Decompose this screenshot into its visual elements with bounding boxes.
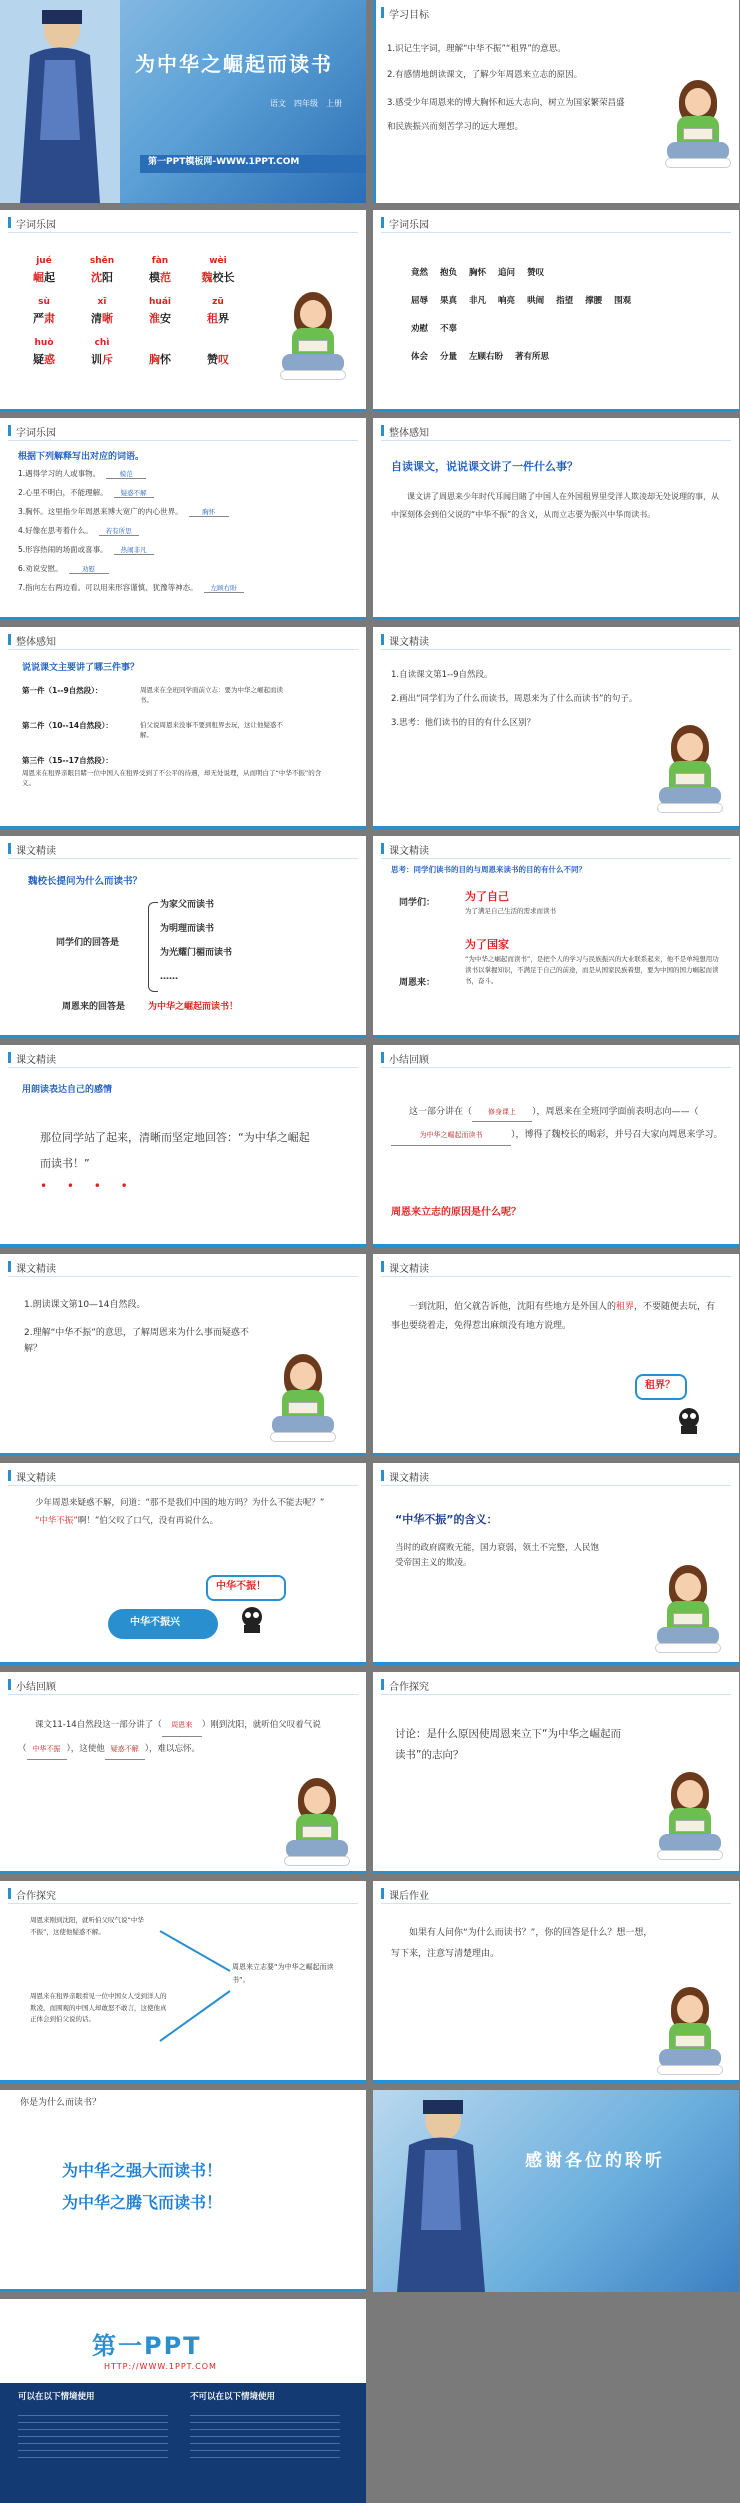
vocab-pinyin: chì bbox=[94, 338, 110, 348]
girl-reading-illustration bbox=[653, 1565, 723, 1657]
zhou-purpose: 为了国家 bbox=[465, 938, 509, 951]
vocab-cell bbox=[196, 297, 240, 326]
reading-task: 2.理解“中华不振”的意思，了解周恩来为什么事而疑惑不解？ bbox=[24, 1328, 249, 1354]
event-desc: 周恩来在全班同学面前立志：要为中华之崛起而读书。 bbox=[140, 686, 283, 705]
slide-cause-diagram bbox=[0, 1881, 366, 2083]
goal-line: 和民族振兴而刻苦学习的远大理想。 bbox=[387, 122, 524, 132]
vocab-pinyin: shěn bbox=[89, 256, 115, 266]
vocab-word: 分量 bbox=[440, 352, 458, 362]
student-answer: 为光耀门楣而读书 bbox=[160, 948, 233, 958]
vocab-cell bbox=[196, 338, 240, 367]
slide-close-reading-2 bbox=[0, 1254, 366, 1456]
girl-reading-illustration bbox=[282, 1778, 352, 1870]
vocab-word: 响亮 bbox=[498, 296, 516, 306]
disallowed-lines bbox=[190, 2409, 340, 2464]
student-answer: 为家父而读书 bbox=[160, 900, 215, 910]
vocab-pinyin: huò bbox=[34, 338, 54, 348]
reading-task: 3.思考：他们读书的目的有什么区别？ bbox=[391, 718, 536, 728]
slide-header: 课文精读 bbox=[8, 1051, 56, 1066]
vocab-word: 不辜 bbox=[440, 324, 458, 334]
vocab-word: 果真 bbox=[440, 296, 458, 306]
vocab-highlight: 胸 bbox=[149, 353, 160, 366]
vocab-word: 著有所思 bbox=[515, 352, 550, 362]
event-desc: 周恩来在租界亲眼目睹一位中国人在租界受到了不公平的待遇，却无处说理，从而明白了“中华不振”的含义。 bbox=[22, 768, 322, 787]
definition-item bbox=[18, 563, 358, 582]
definition-text: 4.好像在思考着什么。 bbox=[18, 526, 93, 535]
definitions-title: 根据下列解释写出对应的词语。 bbox=[18, 452, 145, 462]
vocab-word: 严肃 bbox=[33, 312, 55, 325]
vocab-row bbox=[22, 256, 242, 285]
zhou-label: 周恩来： bbox=[399, 978, 436, 988]
vocab-word: 撑腰 bbox=[585, 296, 603, 306]
slide-thanks bbox=[373, 2090, 739, 2292]
zhou-answer: 为中华之崛起而读书！ bbox=[148, 1002, 239, 1012]
slide-header: 课文精读 bbox=[381, 1260, 429, 1275]
slide-header: 小结回顾 bbox=[381, 1051, 429, 1066]
vocab-highlight: 叹 bbox=[218, 353, 229, 366]
vocab-cell bbox=[80, 256, 124, 285]
allowed-title: 可以在以下情境使用 bbox=[18, 2392, 95, 2402]
slide-header: 课文精读 bbox=[381, 1469, 429, 1484]
vocab-word: 训斥 bbox=[91, 353, 113, 366]
answers-brace bbox=[148, 902, 158, 992]
homework-text: 如果有人问你“为什么而读书？”，你的回答是什么？想一想，写下来，注意写清楚理由。 bbox=[391, 1928, 653, 1959]
definition-item bbox=[18, 582, 358, 601]
definition-item bbox=[18, 468, 358, 487]
speech-bubble-text: 中华不振！ bbox=[216, 1581, 266, 1592]
zhou-answer-label: 周恩来的回答是 bbox=[62, 1002, 126, 1012]
slide-why-study bbox=[0, 836, 366, 1038]
definition-answer: 胸怀 bbox=[189, 507, 229, 517]
vocab-word: 抱负 bbox=[440, 268, 458, 278]
girl-reading-illustration bbox=[655, 1772, 725, 1864]
vocab-word: 租界 bbox=[207, 312, 229, 325]
vocab-cell bbox=[22, 297, 66, 326]
slide-summary-1 bbox=[373, 1045, 739, 1247]
vocab-word: 哄闹 bbox=[527, 296, 545, 306]
definition-text: 2.心里不明白，不能理解。 bbox=[18, 488, 108, 497]
slide-learning-goals bbox=[373, 0, 739, 203]
zhou-purpose-desc: “为中华之崛起而读书”，是把个人的学习与民族振兴的大业联系起来，他不是单纯想用功读书以掌握知识，不满足于自己的前途，而是从国家民族着想，要为中国的国力崛起而读书，奋斗。 bbox=[465, 955, 719, 986]
slide-header: 字词乐园 bbox=[8, 216, 56, 231]
slide-concession bbox=[373, 1254, 739, 1456]
vocab-word: 沈阳 bbox=[91, 271, 113, 284]
vocab-highlight: 魏 bbox=[201, 271, 213, 284]
slide-header: 整体感知 bbox=[381, 424, 429, 439]
slide-header: 学习目标 bbox=[381, 6, 429, 21]
read-aloud-instruction: 用朗读表达自己的感情 bbox=[22, 1085, 113, 1095]
fill-blank: 周恩来 bbox=[162, 1716, 202, 1737]
scholar-illustration bbox=[0, 0, 120, 203]
slide-header: 课文精读 bbox=[8, 842, 56, 857]
reading-task: 2.画出“同学们为了什么而读书，周恩来为了什么而读书”的句子。 bbox=[391, 694, 638, 704]
word-grid bbox=[411, 266, 711, 378]
definition-answer: 模范 bbox=[106, 469, 146, 479]
cause-result: 周恩来立志要“为中华之崛起而读书”。 bbox=[232, 1963, 334, 1984]
student-answer: 为明理而读书 bbox=[160, 924, 215, 934]
why-study-question: 魏校长提问为什么而读书？ bbox=[28, 876, 143, 887]
definition-answer: 劝慰 bbox=[69, 564, 109, 574]
event-item bbox=[22, 755, 352, 789]
vocab-cell bbox=[196, 256, 240, 285]
slide-vocab-words bbox=[373, 210, 739, 412]
vocab-grid bbox=[22, 256, 242, 379]
goal-line: 2.有感情地朗读课文，了解少年周恩来立志的原因。 bbox=[387, 70, 583, 80]
confused-paragraph: 少年周恩来疑惑不解，问道：“那不是我们中国的地方吗？为什么不能去呢？” “中华不振”啊！”伯父叹了口气，没有再说什么。 bbox=[18, 1495, 348, 1531]
meaning-text: 当时的政府腐败无能，国力衰弱，领土不完整，人民饱受帝国主义的欺凌。 bbox=[395, 1543, 600, 1568]
thanks-text: 感谢各位的聆听 bbox=[525, 2151, 665, 2171]
vocab-highlight: 淮 bbox=[149, 312, 160, 325]
slide-header: 合作探究 bbox=[8, 1887, 56, 1902]
three-events-list bbox=[22, 685, 352, 802]
students-answer-label: 同学们的回答是 bbox=[56, 938, 120, 948]
reading-task: 1.朗读课文第10—14自然段。 bbox=[24, 1300, 146, 1310]
highlight-word: 租界 bbox=[616, 1302, 635, 1312]
cause-a: 周恩来刚到沈阳，就听伯父叹气说“中华不振”，这使他疑惑不解。 bbox=[30, 1916, 144, 1936]
girl-reading-illustration bbox=[663, 80, 733, 172]
vocab-cell bbox=[80, 338, 124, 367]
vocab-cell bbox=[22, 256, 66, 285]
vocab-word: 赞叹 bbox=[207, 353, 229, 366]
vocab-cell bbox=[138, 338, 182, 367]
slide-cover bbox=[0, 0, 366, 203]
vocab-pinyin: sù bbox=[38, 297, 50, 307]
vocab-word: 清晰 bbox=[91, 312, 113, 325]
slide-discussion bbox=[373, 1672, 739, 1874]
vocab-pinyin: zū bbox=[212, 297, 224, 307]
definition-text: 5.形容热闹的场面或喜事。 bbox=[18, 545, 108, 554]
vocab-cell bbox=[22, 338, 66, 367]
vocab-word: 淮安 bbox=[149, 312, 171, 325]
vocab-word: 模范 bbox=[149, 271, 171, 284]
vocab-word: 胸怀 bbox=[149, 353, 171, 366]
definition-text: 1.遇得学习的人或事物。 bbox=[18, 469, 101, 478]
overview-question: 自读课文，说说课文讲了一件什么事？ bbox=[391, 460, 578, 473]
vocab-word: 疑惑 bbox=[33, 353, 55, 366]
highlight-phrase: “中华不振” bbox=[35, 1515, 78, 1526]
summary-paragraph: 这一部分讲在（ 修身课上 ），周恩来在全班同学面前表明志向——（为中华之崛起而读书 ），博得了魏校长的喝彩，并号召大家向周恩来学习。 bbox=[391, 1101, 727, 1148]
slide-header: 课文精读 bbox=[8, 1469, 56, 1484]
event-label: 第一件（1--9自然段）： bbox=[22, 686, 103, 695]
three-events-question: 说说课文主要讲了哪三件事？ bbox=[22, 663, 140, 673]
slide-vocab-pinyin bbox=[0, 210, 366, 412]
girl-reading-illustration bbox=[268, 1354, 338, 1446]
event-item bbox=[22, 720, 352, 741]
students-purpose-desc: 为了满足自己生活的需求而读书 bbox=[465, 907, 556, 915]
goal-line: 1.识记生字词，理解“中华不振”“租界”的意思。 bbox=[387, 44, 566, 54]
vocab-pinyin: huái bbox=[149, 297, 171, 307]
concession-paragraph: 一到沈阳，伯父就告诉他，沈阳有些地方是外国人的租界，不要随便去玩，有事也要绕着走，免得惹出麻烦没有地方说理。 bbox=[391, 1302, 716, 1331]
event-desc: 伯父说周恩来没事不要到租界去玩，这让他疑惑不解。 bbox=[140, 720, 283, 740]
vocab-pinyin: xī bbox=[97, 297, 107, 307]
vocab-highlight: 肃 bbox=[44, 312, 55, 325]
vocab-word: 魏校长 bbox=[201, 271, 235, 284]
emphasis-dots: • • • • bbox=[40, 1179, 136, 1193]
definition-answer: 疑惑不解 bbox=[114, 488, 154, 498]
students-purpose: 为了自己 bbox=[465, 890, 509, 903]
compare-question: 思考：同学们读书的目的与周恩来读书的目的有什么不同？ bbox=[391, 865, 586, 874]
vocab-word: 劝慰 bbox=[411, 324, 429, 334]
girl-reading-illustration bbox=[655, 725, 725, 817]
slide-header: 字词乐园 bbox=[381, 216, 429, 231]
girl-reading-illustration bbox=[655, 1987, 725, 2079]
vocab-row bbox=[22, 338, 242, 367]
vocab-pinyin: wèi bbox=[209, 256, 227, 266]
word-row bbox=[411, 266, 711, 278]
vocab-highlight: 崛 bbox=[33, 271, 44, 284]
definition-answer: 热闹非凡 bbox=[114, 545, 154, 555]
vocab-word: 竟然 bbox=[411, 268, 429, 278]
slide-overview-event bbox=[373, 418, 739, 620]
empty-gray-area bbox=[373, 2299, 740, 2503]
slide-header: 字词乐园 bbox=[8, 424, 56, 439]
vocab-word: 围观 bbox=[614, 296, 632, 306]
cartoon-dog-icon bbox=[236, 1603, 268, 1635]
students-label: 同学们： bbox=[399, 898, 436, 908]
slide-word-definitions bbox=[0, 418, 366, 620]
fill-blank: 为中华之崛起而读书 bbox=[391, 1126, 511, 1145]
allowed-lines bbox=[18, 2409, 168, 2464]
fill-blank: 疑惑不解 bbox=[105, 1740, 145, 1761]
slide-header: 合作探究 bbox=[381, 1678, 429, 1693]
slide-compare-purposes bbox=[373, 836, 739, 1038]
slide-header: 课文精读 bbox=[8, 1260, 56, 1275]
vocab-highlight: 范 bbox=[160, 271, 171, 284]
slide-header: 小结回顾 bbox=[8, 1678, 56, 1693]
student-answer: …… bbox=[160, 972, 178, 982]
slogan-line: 为中华之强大而读书！ bbox=[62, 2161, 223, 2180]
brand-url: HTTP://WWW.1PPT.COM bbox=[104, 2362, 217, 2371]
vocab-word: 左顾右盼 bbox=[469, 352, 504, 362]
definition-answer: 左顾右盼 bbox=[204, 583, 244, 593]
vocab-cell bbox=[138, 256, 182, 285]
scholar-illustration bbox=[373, 2090, 503, 2292]
vocab-cell bbox=[138, 297, 182, 326]
vocab-highlight: 晰 bbox=[102, 312, 113, 325]
event-item bbox=[22, 685, 352, 706]
vocab-pinyin bbox=[138, 338, 182, 351]
girl-reading-illustration bbox=[278, 292, 348, 384]
slide-close-reading-1 bbox=[373, 627, 739, 829]
vocab-pinyin bbox=[196, 338, 240, 351]
slide-confused bbox=[0, 1463, 366, 1665]
summary-question: 周恩来立志的原因是什么呢？ bbox=[391, 1207, 521, 1218]
definition-text: 7.指向左右两边看。可以用来形容谨慎、犹豫等神态。 bbox=[18, 583, 198, 592]
brand-logo: 第一PPT bbox=[92, 2332, 202, 2360]
overview-answer: 课文讲了周恩来少年时代耳闻目睹了中国人在外国租界里受洋人欺凌却无处说理的事，从中深刻体会到伯父说的“中华不振”的含义，从而立志要为振兴中华而读书。 bbox=[391, 492, 719, 519]
discussion-text: 讨论：是什么原因使周恩来立下“为中华之崛起而读书”的志向？ bbox=[395, 1728, 621, 1761]
cover-brand: 第一PPT模板网-WWW.1PPT.COM bbox=[148, 157, 300, 167]
cartoon-dog-icon bbox=[673, 1404, 705, 1436]
vocab-word: 崛起 bbox=[33, 271, 55, 284]
word-row bbox=[411, 322, 711, 334]
vocab-word: 体会 bbox=[411, 352, 429, 362]
word-row bbox=[411, 294, 711, 306]
vocab-cell bbox=[80, 297, 124, 326]
vocab-highlight: 惑 bbox=[44, 353, 55, 366]
slide-meaning bbox=[373, 1463, 739, 1665]
word-row bbox=[411, 350, 711, 362]
speech-bubble-text: 租界？ bbox=[645, 1380, 675, 1391]
vocab-word: 指望 bbox=[556, 296, 574, 306]
vocab-word: 屈辱 bbox=[411, 296, 429, 306]
slide-template-info bbox=[0, 2299, 366, 2503]
vocab-word: 胸怀 bbox=[469, 268, 487, 278]
slide-header: 整体感知 bbox=[8, 633, 56, 648]
cover-meta: 语文 四年级 上册 bbox=[270, 99, 342, 108]
slide-header: 课后作业 bbox=[381, 1887, 429, 1902]
read-aloud-text: 那位同学站了起来，清晰而坚定地回答：“为中华之崛起而读书！” bbox=[40, 1131, 310, 1171]
slide-homework bbox=[373, 1881, 739, 2083]
slide-summary-2 bbox=[0, 1672, 366, 1874]
vocab-highlight: 租 bbox=[207, 312, 218, 325]
vocab-word: 赞叹 bbox=[527, 268, 545, 278]
slide-header: 课文精读 bbox=[381, 633, 429, 648]
vocab-highlight: 斥 bbox=[102, 353, 113, 366]
slide-why-you-study bbox=[0, 2090, 366, 2292]
definition-item bbox=[18, 506, 358, 525]
definition-text: 3.胸怀。这里指少年周恩来博大宽广的内心世界。 bbox=[18, 507, 183, 516]
event-label: 第二件（10--14自然段）： bbox=[22, 720, 113, 730]
slide-header: 课文精读 bbox=[381, 842, 429, 857]
cloud-text: 中华不振兴 bbox=[130, 1617, 180, 1628]
summary-paragraph: 课文11-14自然段这一部分讲了（ 周恩来 ）刚到沈阳，就听伯父叹着气说（ 中华不振 ），这使他 疑惑不解 ），难以忘怀。 bbox=[18, 1714, 328, 1762]
slogan-line: 为中华之腾飞而读书！ bbox=[62, 2193, 223, 2212]
vocab-word: 非凡 bbox=[469, 296, 487, 306]
slide-three-events bbox=[0, 627, 366, 829]
disallowed-title: 不可以在以下情境使用 bbox=[190, 2392, 276, 2402]
cause-b: 周恩来在租界亲眼看见一位中国女人受到洋人的欺凌，而围观的中国人却敢怒不敢言，这使他真正体会到伯父说的话。 bbox=[30, 1992, 167, 2024]
event-label: 第三件（15--17自然段）： bbox=[22, 755, 113, 765]
fill-blank: 中华不振 bbox=[27, 1740, 67, 1761]
cover-title: 为中华之崛起而读书 bbox=[135, 52, 333, 76]
vocab-pinyin: fàn bbox=[151, 256, 169, 266]
meaning-title: “中华不振”的含义： bbox=[395, 1513, 498, 1526]
vocab-pinyin: jué bbox=[36, 256, 52, 266]
definition-answer: 若有所思 bbox=[99, 526, 139, 536]
reading-task: 1.自读课文第1--9自然段。 bbox=[391, 670, 493, 680]
goal-line: 3.感受少年周恩来的博大胸怀和远大志向，树立为国家繁荣昌盛 bbox=[387, 98, 625, 108]
vocab-highlight: 沈 bbox=[91, 271, 102, 284]
vocab-row bbox=[22, 297, 242, 326]
definitions-list bbox=[18, 468, 358, 601]
vocab-word: 追问 bbox=[498, 268, 516, 278]
slide-header: 你是为什么而读书？ bbox=[20, 2098, 102, 2108]
accent-strip bbox=[373, 0, 376, 203]
fill-blank: 修身课上 bbox=[472, 1103, 532, 1122]
definition-item bbox=[18, 487, 358, 506]
definition-text: 6.劝说安慰。 bbox=[18, 564, 63, 573]
definition-item bbox=[18, 544, 358, 563]
cause-arrows bbox=[150, 1921, 240, 2051]
slide-read-aloud bbox=[0, 1045, 366, 1247]
definition-item bbox=[18, 525, 358, 544]
